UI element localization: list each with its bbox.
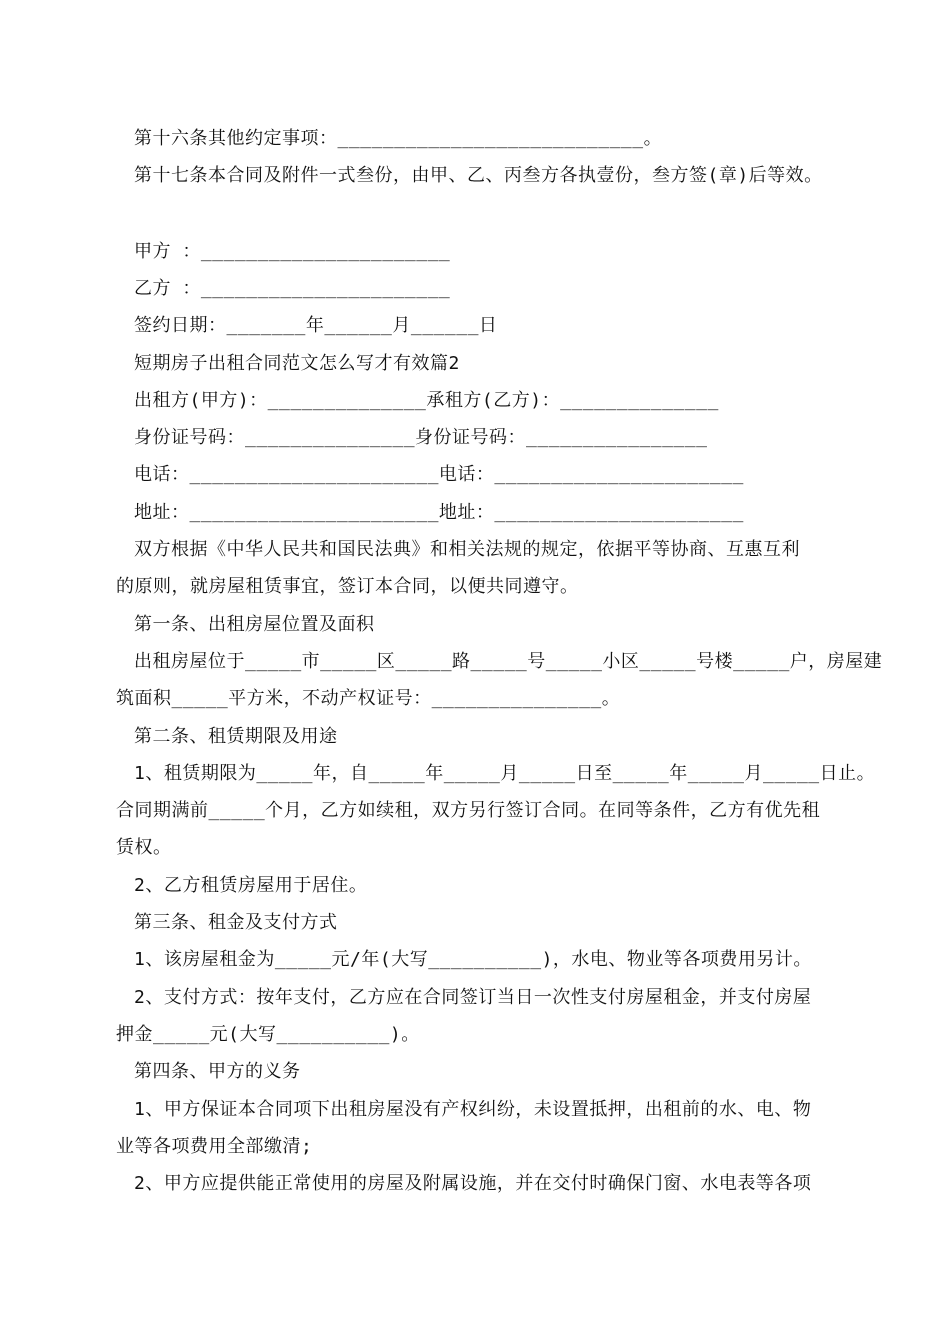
clause-17-line: 第十七条本合同及附件一式叁份，由甲、乙、丙叁方各执壹份，叁方签(章)后等效。 bbox=[134, 165, 823, 186]
clause-16-line: 第十六条其他约定事项：___________________________。 bbox=[134, 128, 663, 149]
article-2-item-2: 2、乙方租赁房屋用于居住。 bbox=[134, 875, 368, 896]
article-4-item-1-line-2: 业等各项费用全部缴清; bbox=[116, 1136, 313, 1157]
section-heading-2: 短期房子出租合同范文怎么写才有效篇2 bbox=[134, 353, 460, 374]
article-3-heading: 第三条、租金及支付方式 bbox=[134, 912, 338, 933]
signing-date-line: 签约日期：_______年______月______日 bbox=[134, 315, 498, 336]
preamble-line-2: 的原则，就房屋租赁事宜，签订本合同，以便共同遵守。 bbox=[116, 576, 579, 597]
lessor-lessee-line: 出租方(甲方)：______________承租方(乙方)：______________ bbox=[134, 390, 719, 411]
article-2-item-1-line-3: 赁权。 bbox=[116, 837, 172, 858]
id-number-line: 身份证号码：_______________身份证号码：________________ bbox=[134, 427, 708, 448]
party-b-signature-line: 乙方 ：______________________ bbox=[134, 278, 451, 299]
article-3-item-2-line-2: 押金_____元(大写__________)。 bbox=[116, 1024, 420, 1045]
preamble-line-1: 双方根据《中华人民共和国民法典》和相关法规的规定，依据平等协商、互惠互利 bbox=[134, 539, 800, 560]
phone-line: 电话：______________________电话：______________________ bbox=[134, 464, 744, 485]
article-4-item-2-line-1: 2、甲方应提供能正常使用的房屋及附属设施，并在交付时确保门窗、水电表等各项 bbox=[134, 1173, 812, 1194]
article-3-item-2-line-1: 2、支付方式：按年支付，乙方应在合同签订当日一次性支付房屋租金，并支付房屋 bbox=[134, 987, 812, 1008]
article-2-item-1-line-1: 1、租赁期限为_____年，自_____年_____月_____日至_____年_____月_____日止。 bbox=[134, 763, 876, 784]
party-a-signature-line: 甲方 ：______________________ bbox=[134, 241, 451, 262]
article-2-heading: 第二条、租赁期限及用途 bbox=[134, 726, 338, 747]
article-1-heading: 第一条、出租房屋位置及面积 bbox=[134, 614, 375, 635]
article-3-item-1: 1、该房屋租金为_____元/年(大写__________)，水电、物业等各项费用另计。 bbox=[134, 949, 812, 970]
article-1-line-1: 出租房屋位于_____市_____区_____路_____号_____小区_____号楼_____户，房屋建 bbox=[134, 651, 883, 672]
article-4-item-1-line-1: 1、甲方保证本合同项下出租房屋没有产权纠纷，未设置抵押，出租前的水、电、物 bbox=[134, 1099, 812, 1120]
article-2-item-1-line-2: 合同期满前_____个月，乙方如续租，双方另行签订合同。在同等条件，乙方有优先租 bbox=[116, 800, 821, 821]
article-1-line-2: 筑面积_____平方米，不动产权证号：_______________。 bbox=[116, 688, 621, 709]
article-4-heading: 第四条、甲方的义务 bbox=[134, 1061, 301, 1082]
address-line: 地址：______________________地址：______________________ bbox=[134, 502, 744, 523]
